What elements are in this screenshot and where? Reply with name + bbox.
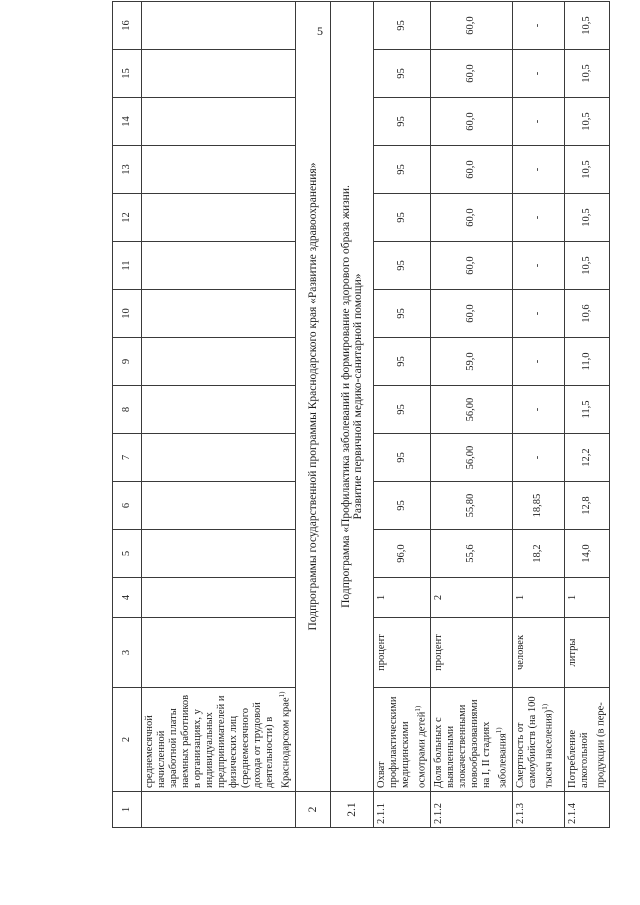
indicator-name: Потребление алкогольной продукции (в пере- [564,688,610,792]
status: 1 [373,578,431,618]
empty-cell [142,2,296,50]
value-cell: - [512,146,564,194]
value-cell: 59,0 [431,338,513,386]
section-row [330,2,373,828]
section-title-line: Подпрограмма «Профилактика заболеваний и формирование здорового образа жизни. [339,185,352,608]
unit: процент [431,618,513,688]
table-row [373,2,431,828]
value-cell: - [512,50,564,98]
value-cell: 12,2 [564,434,610,482]
value-cell: - [512,98,564,146]
table-row [431,2,513,828]
empty-cell [142,290,296,338]
value-cell: 11,5 [564,386,610,434]
value-cell: 60,0 [431,290,513,338]
empty-cell [142,618,296,688]
value-cell: 96,0 [373,530,431,578]
section-title [330,2,373,792]
col-number: 3 [113,618,142,688]
col-number: 14 [113,98,142,146]
value-cell: 95 [373,2,431,50]
value-cell: 60,0 [431,98,513,146]
col-number: 7 [113,434,142,482]
section-title-line: Развитие первичной медико-санитарной помощи» [351,273,364,520]
col-number: 4 [113,578,142,618]
value-cell: 55,6 [431,530,513,578]
status: 1 [564,578,610,618]
row-code: 2.1.3 [512,792,564,828]
col-number: 8 [113,386,142,434]
unit: человек [512,618,564,688]
indicator-table-sheet [112,16,606,828]
status: 2 [431,578,513,618]
value-cell: - [512,434,564,482]
col-number: 12 [113,194,142,242]
value-cell: 95 [373,386,431,434]
value-cell: 18,2 [512,530,564,578]
empty-cell [142,386,296,434]
value-cell: 12,8 [564,482,610,530]
value-cell: - [512,242,564,290]
value-cell: 10,5 [564,194,610,242]
empty-cell [142,434,296,482]
value-cell: 14,0 [564,530,610,578]
col-number: 9 [113,338,142,386]
value-cell: 18,85 [512,482,564,530]
value-cell: 95 [373,338,431,386]
col-number: 2 [113,688,142,792]
indicator-name: Смертность от самоубийств (на 100 тысяч населения)$^{1)}$ [512,688,564,792]
empty-cell [142,530,296,578]
page-number: 5 [317,24,323,38]
value-cell: 60,0 [431,242,513,290]
value-cell: 60,0 [431,50,513,98]
value-cell: 95 [373,482,431,530]
value-cell: 10,5 [564,242,610,290]
subprogram-code: 2 [295,792,330,828]
subprogram-title: Подпрограммы государственной программы Краснодарского края «Развитие здравоохранения» [295,2,330,792]
value-cell: 10,6 [564,290,610,338]
value-cell: 11,0 [564,338,610,386]
empty-cell [142,578,296,618]
column-number-row [113,2,142,828]
value-cell: 60,0 [431,2,513,50]
value-cell: 95 [373,98,431,146]
value-cell: 95 [373,290,431,338]
indicator-name: Доля больных с выявленными злокачественными новообразованиями на I, II стадиях заболевания$^{1)}$ [431,688,513,792]
value-cell: - [512,2,564,50]
table-row [512,2,564,828]
value-cell: 95 [373,242,431,290]
value-cell: - [512,194,564,242]
subprogram-row [295,2,330,828]
value-cell: 95 [373,434,431,482]
table-row [564,2,610,828]
value-cell: 55,80 [431,482,513,530]
empty-cell [142,242,296,290]
value-cell: 95 [373,50,431,98]
value-cell: 56,00 [431,434,513,482]
value-cell: 95 [373,146,431,194]
value-cell: 95 [373,194,431,242]
col-number: 5 [113,530,142,578]
section-code: 2.1 [330,792,373,828]
value-cell: 10,5 [564,50,610,98]
value-cell: - [512,386,564,434]
col-number: 16 [113,2,142,50]
row-code: 2.1.4 [564,792,610,828]
empty-cell [142,50,296,98]
empty-cell [142,482,296,530]
col-number: 13 [113,146,142,194]
status: 1 [512,578,564,618]
col-number: 10 [113,290,142,338]
value-cell: 60,0 [431,194,513,242]
value-cell: 10,5 [564,146,610,194]
empty-cell [142,194,296,242]
indicator-name: Охват профилактическими медицинскими осмотрами детей$^{1)}$ [373,688,431,792]
row-code: 2.1.1 [373,792,431,828]
value-cell: 60,0 [431,146,513,194]
unit: процент [373,618,431,688]
continued-indicator-row [142,2,296,828]
col-number: 15 [113,50,142,98]
value-cell: - [512,290,564,338]
row-code: 2.1.2 [431,792,513,828]
value-cell: - [512,338,564,386]
empty-cell [142,146,296,194]
col-number: 6 [113,482,142,530]
empty-cell [142,338,296,386]
empty-cell [142,98,296,146]
row-code [142,792,296,828]
indicator-table [112,1,610,828]
col-number: 11 [113,242,142,290]
unit: литры [564,618,610,688]
value-cell: 10,5 [564,98,610,146]
value-cell: 56,00 [431,386,513,434]
value-cell: 10,5 [564,2,610,50]
indicator-name: среднемесячной начисленной заработной платы наемных работников в организациях, у индивидуальных предпринимателей и физических лиц (среднемесячного дохода от трудовой деятельности) в Краснодарском крае$^{1)}$ [142,688,296,792]
col-number: 1 [113,792,142,828]
